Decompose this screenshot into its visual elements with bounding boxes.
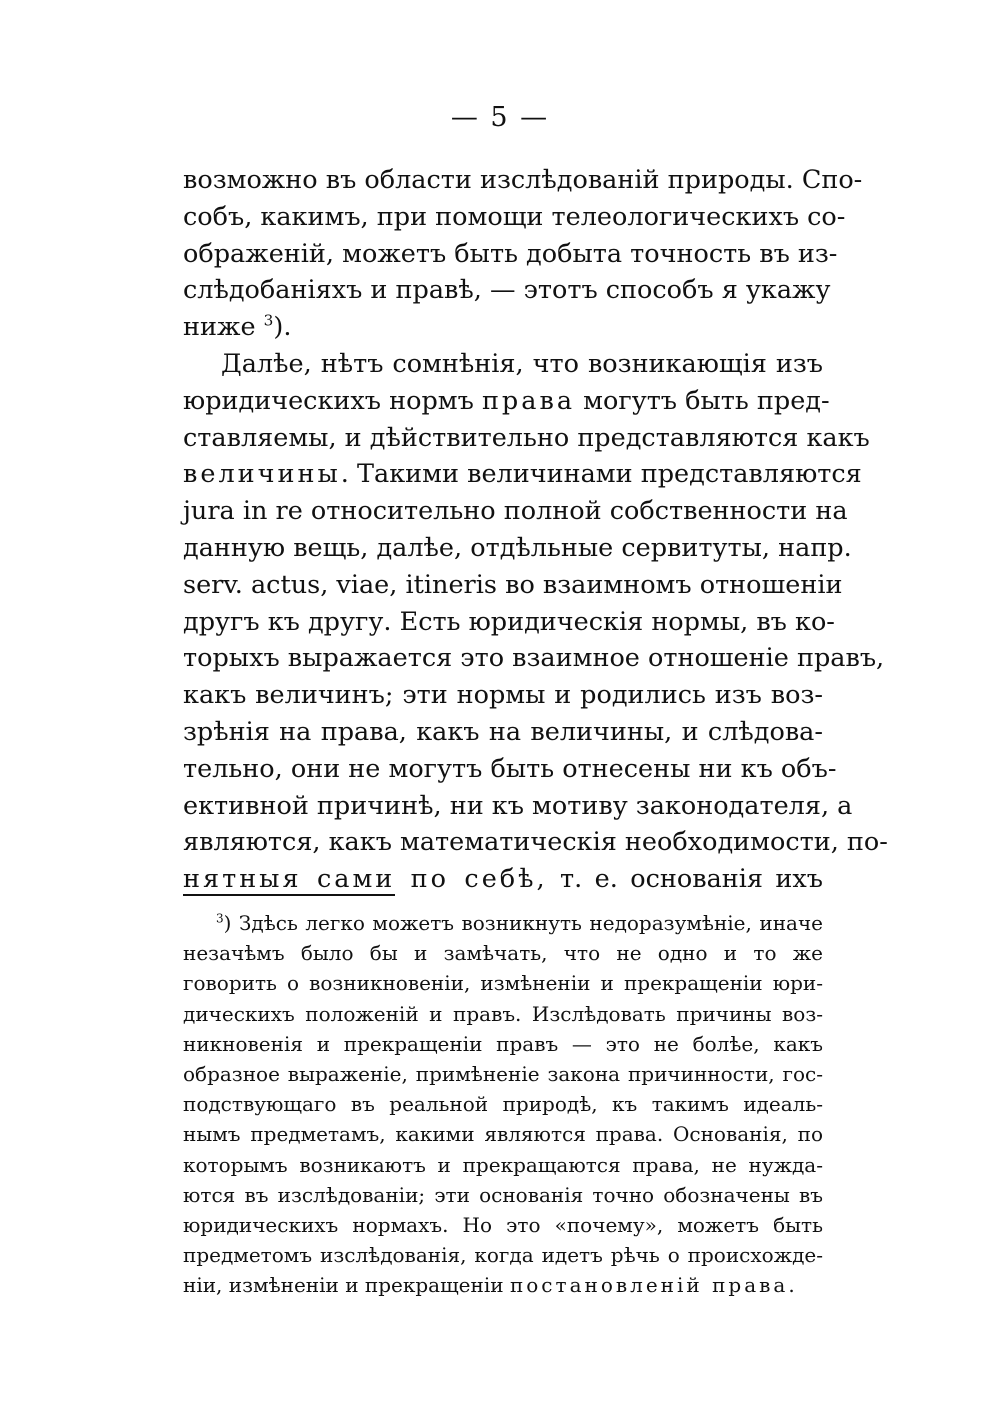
body-line: слѣдобаніяхъ и правѣ, — этотъ способъ я укажу: [183, 275, 831, 306]
spaced-word: величины: [183, 459, 341, 490]
footnote-divider: [183, 894, 395, 896]
spaced-word: права: [481, 385, 576, 416]
body-line: [183, 309, 823, 346]
body-line: ставляемы, и дѣйствительно представляются какъ: [183, 422, 870, 453]
spaced-word: постановленій права.: [509, 1273, 798, 1298]
body-line-tail: могутъ быть пред-: [583, 385, 830, 416]
footnote-line: никновенія и прекращеніи правъ — это не болѣе, какъ: [183, 1031, 823, 1056]
footnote-line: дическихъ положеній и правъ. Изслѣдовать причины воз-: [183, 1001, 823, 1026]
footnote-line: нымъ предметамъ, какими являются права. Основанія, по: [183, 1122, 823, 1147]
body-line: ображеній, можетъ быть добыта точность въ из-: [183, 238, 838, 269]
body-line-tail: . Такими величинами представляются: [340, 459, 862, 490]
footnote-reference: 3: [263, 311, 274, 330]
spaced-word: нятныя сами по себѣ,: [183, 864, 548, 895]
footnote-line: подствующаго въ реальной природѣ, къ такимъ идеаль-: [183, 1092, 823, 1117]
body-line: какъ величинъ; эти нормы и родились изъ воз-: [183, 680, 823, 711]
body-text: [183, 162, 888, 898]
body-line: являются, какъ математическія необходимости, по-: [183, 827, 888, 858]
body-line: ективной причинѣ, ни къ мотиву законодателя, а: [183, 790, 853, 821]
body-line: данную вещь, далѣе, отдѣльные сервитуты, напр.: [183, 532, 852, 563]
footnote-line: незачѣмъ было бы и замѣчать, что не одно и то же: [183, 941, 823, 966]
footnote-line: [183, 908, 823, 938]
body-line-text: ниже: [183, 312, 256, 343]
body-line-tail: т. е. основанія ихъ: [560, 864, 824, 895]
footnote-line: образное выраженіе, примѣненіе закона причинности, гос-: [183, 1061, 823, 1086]
body-line: собъ, какимъ, при помощи телеологическихъ со-: [183, 201, 846, 232]
footnote-line-text: ніи, измѣненіи и прекращеніи: [183, 1273, 504, 1298]
footnote-line: предметомъ изслѣдованія, когда идетъ рѣчь о происхожде-: [183, 1243, 823, 1268]
footnote-line: юридическихъ нормахъ. Но это «почему», можетъ быть: [183, 1212, 823, 1237]
footnote-marker: 3: [216, 911, 224, 926]
footnote: [183, 908, 823, 1300]
footnote-line-text: ) Здѣсь легко можетъ возникнуть недоразумѣніе, иначе: [223, 911, 823, 935]
footnote-line: [183, 1270, 823, 1300]
body-line: [183, 861, 823, 898]
footnote-line: которымъ возникаютъ и прекращаются права, не нужда-: [183, 1152, 823, 1177]
body-line: возможно въ области изслѣдованій природы. Спо-: [183, 165, 863, 195]
body-line: [183, 456, 862, 493]
footnote-line: говорить о возникновеніи, измѣненіи и прекращеніи юри-: [183, 971, 823, 996]
body-line: jura in re относительно полной собственности на: [183, 496, 848, 527]
body-line: тельно, они не могутъ быть отнесены ни къ объ-: [183, 753, 837, 784]
body-line: юридическихъ нормъ права могутъ быть пред-: [183, 385, 830, 416]
body-line-tail: ).: [273, 312, 292, 343]
body-line: торыхъ выражается это взаимное отношеніе правъ,: [183, 643, 885, 674]
body-line: serv. actus, viae, itineris во взаимномъ отношеніи: [183, 569, 843, 600]
body-line: другъ къ другу. Есть юридическія нормы, въ ко-: [183, 606, 835, 637]
body-line: зрѣнія на права, какъ на величины, и слѣдова-: [183, 716, 823, 747]
body-line: Далѣе, нѣтъ сомнѣнія, что возникающія изъ: [221, 348, 823, 379]
footnote-line: ются въ изслѣдованіи; эти основанія точно обозначены въ: [183, 1182, 823, 1207]
page-number: — 5 —: [450, 102, 550, 133]
